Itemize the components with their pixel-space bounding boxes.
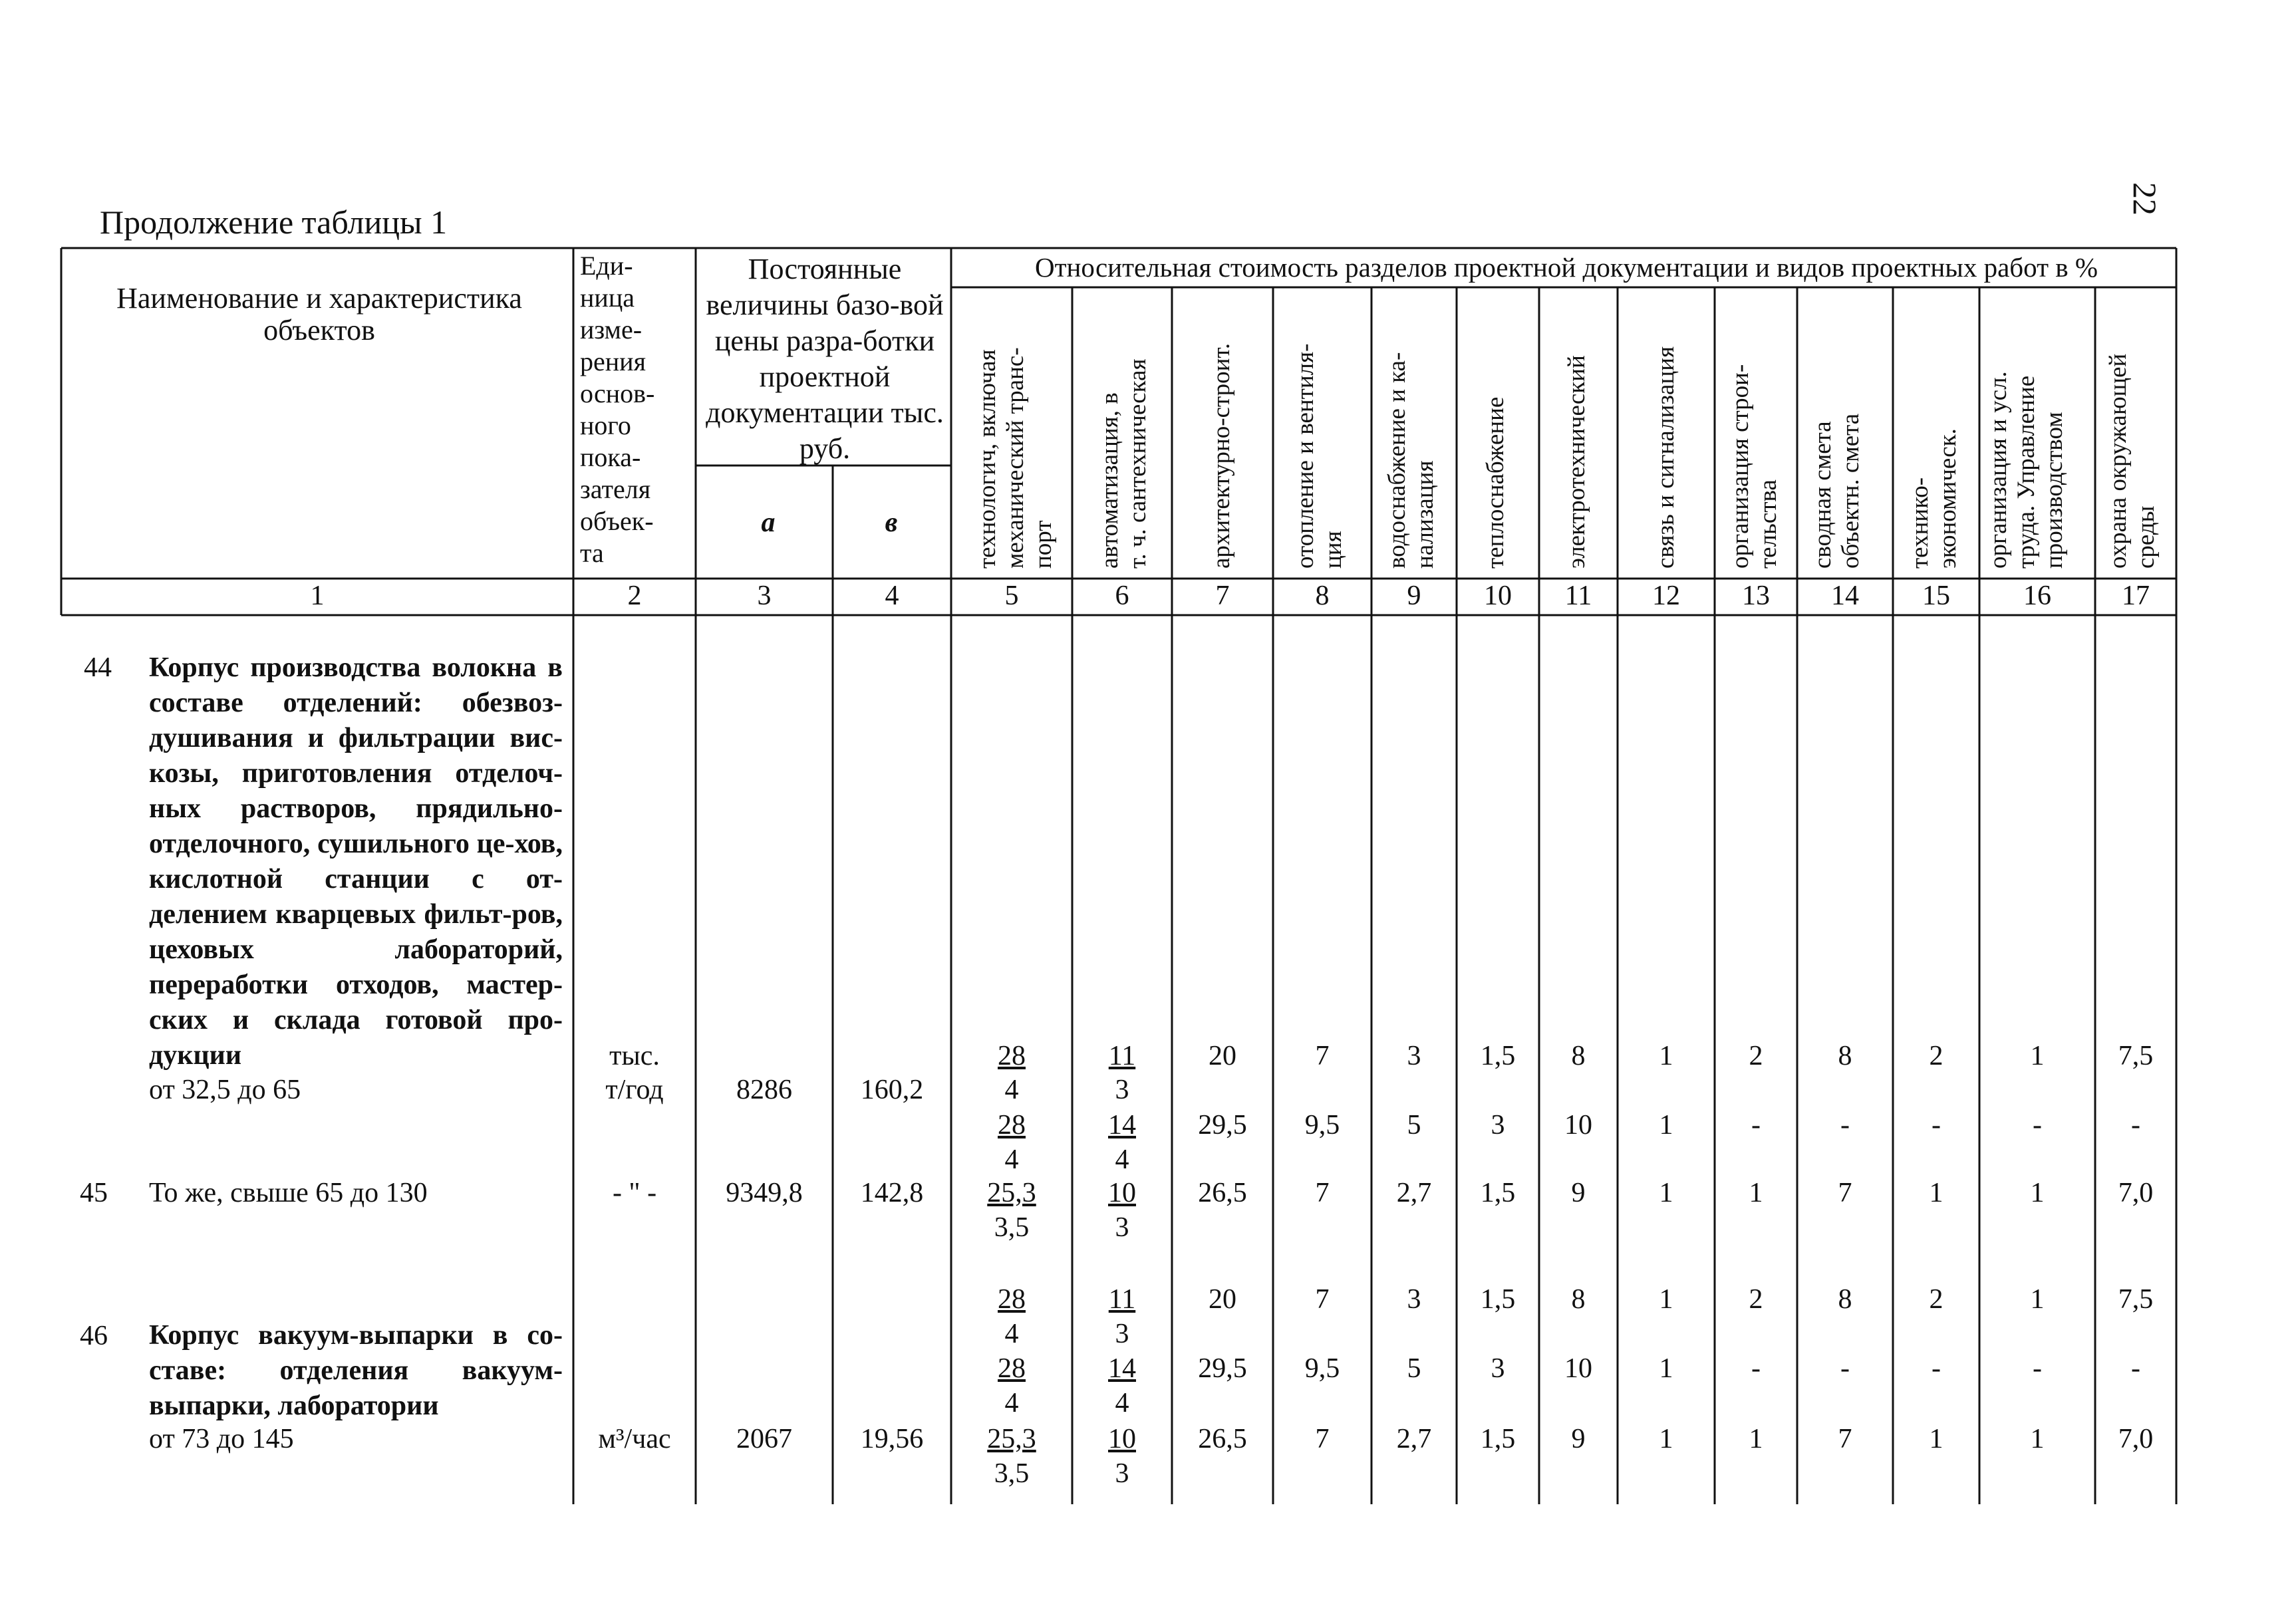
percent-value: 7 [1838, 1178, 1852, 1208]
const-b-value: 19,56 [860, 1424, 924, 1454]
section-header-15: технико- экономическ. [1906, 428, 1961, 569]
col-num: 1 [310, 581, 325, 611]
header-const-b: в [885, 507, 898, 538]
percent-value: 1,5 [1480, 1041, 1516, 1071]
percent-value: 25,3 [987, 1178, 1036, 1208]
percent-value: 1,5 [1480, 1178, 1516, 1208]
percent-value: - [2131, 1353, 2140, 1384]
row-name: То же, свыше 65 до 130 [149, 1178, 428, 1208]
col-num: 15 [1922, 581, 1950, 611]
percent-value: 25,3 [987, 1424, 1036, 1454]
percent-value: 2,7 [1396, 1178, 1432, 1208]
percent-value: 28 [998, 1284, 1026, 1315]
percent-value: 5 [1407, 1353, 1421, 1384]
percent-value: 7 [1315, 1041, 1330, 1071]
percent-value: 7,5 [2118, 1041, 2154, 1071]
percent-subvalue: 3 [1115, 1212, 1129, 1243]
section-header-12: связь и сигнализация [1652, 346, 1679, 569]
percent-value: 1 [2030, 1284, 2045, 1315]
header-relative: Относительная стоимость разделов проектной документации и видов проектных работ в % [1034, 252, 2098, 283]
percent-value: 10 [1564, 1110, 1592, 1140]
col-num: 10 [1484, 581, 1512, 611]
section-header-16: организация и усл. труда. Управление производством [1985, 371, 2068, 569]
percent-value: 1 [1659, 1178, 1673, 1208]
row-range: от 73 до 145 [149, 1424, 294, 1454]
percent-value: 1 [2030, 1041, 2045, 1071]
percent-value: 3 [1491, 1110, 1505, 1140]
percent-value: 1,5 [1480, 1424, 1516, 1454]
percent-value: 5 [1407, 1110, 1421, 1140]
page-number: 22 [2126, 182, 2164, 215]
section-header-13: организация строи- тельства [1727, 364, 1782, 569]
percent-subvalue: 3 [1115, 1458, 1129, 1489]
col-num: 14 [1831, 581, 1859, 611]
percent-value: 3 [1407, 1041, 1421, 1071]
percent-value: 9,5 [1304, 1353, 1340, 1384]
col-num: 17 [2122, 581, 2150, 611]
col-num: 8 [1315, 581, 1330, 611]
percent-value: 1 [1659, 1110, 1673, 1140]
col-num: 11 [1564, 581, 1592, 611]
row-number: 45 [80, 1178, 108, 1208]
row-range: от 32,5 до 65 [149, 1075, 301, 1105]
percent-value: 28 [998, 1353, 1026, 1384]
percent-value: 1 [2030, 1178, 2045, 1208]
row-name: Корпус вакуум-выпарки в со-ставе: отделения вакуум-выпарки, лаборатории [149, 1320, 563, 1421]
header-const-a: а [761, 507, 776, 538]
section-header-6: автоматизация, в т. ч. сантехническая [1096, 358, 1151, 569]
percent-value: - [1932, 1353, 1941, 1384]
percent-value: - [1751, 1110, 1761, 1140]
col-num: 12 [1652, 581, 1680, 611]
percent-value: - [1751, 1353, 1761, 1384]
percent-subvalue: 3,5 [994, 1212, 1030, 1243]
percent-value: 14 [1108, 1110, 1136, 1140]
percent-value: - [1932, 1110, 1941, 1140]
row-number: 44 [84, 652, 112, 683]
percent-value: 7 [1315, 1424, 1330, 1454]
percent-subvalue: 4 [1004, 1388, 1019, 1418]
percent-value: 28 [998, 1041, 1026, 1071]
section-header-9: водоснабжение и ка- нализация [1383, 352, 1439, 569]
percent-value: 9,5 [1304, 1110, 1340, 1140]
percent-value: 1,5 [1480, 1284, 1516, 1315]
header-const-prices: Постоянные величины базо-вой цены разра-ботки проектной документации тыс. руб. [706, 253, 944, 465]
percent-value: - [2033, 1110, 2042, 1140]
const-a-value: 8286 [736, 1075, 792, 1105]
section-header-8: отопление и вентиля- ция [1292, 343, 1347, 569]
unit-value: - " - [612, 1178, 657, 1208]
percent-value: 3 [1407, 1284, 1421, 1315]
percent-value: 2 [1929, 1284, 1943, 1315]
const-a-value: 2067 [736, 1424, 792, 1454]
section-header-14: сводная смета объектн. смета [1809, 413, 1864, 569]
col-num: 13 [1742, 581, 1770, 611]
percent-value: 1 [1659, 1353, 1673, 1384]
unit-value: тыс. [609, 1041, 660, 1071]
col-num: 4 [885, 581, 899, 611]
percent-value: 8 [1838, 1041, 1852, 1071]
percent-subvalue: 4 [1115, 1144, 1129, 1175]
section-header-17: охрана окружающей среды [2104, 353, 2160, 569]
percent-value: 2 [1929, 1041, 1943, 1071]
percent-value: - [1840, 1110, 1850, 1140]
percent-value: 8 [1838, 1284, 1852, 1315]
header-unit: Еди- ница изме- рения основ- ного пока- зателя объек- та [580, 251, 655, 568]
percent-value: 1 [1749, 1178, 1763, 1208]
percent-value: 9 [1571, 1178, 1586, 1208]
section-header-10: теплоснабжение [1482, 396, 1509, 569]
percent-value: 28 [998, 1110, 1026, 1140]
percent-subvalue: 4 [1115, 1388, 1129, 1418]
percent-subvalue: 4 [1004, 1319, 1019, 1349]
percent-value: 20 [1209, 1041, 1236, 1071]
percent-value: 1 [1659, 1424, 1673, 1454]
col-num: 2 [627, 581, 642, 611]
percent-value: 8 [1571, 1041, 1586, 1071]
percent-value: 8 [1571, 1284, 1586, 1315]
percent-value: - [2033, 1353, 2042, 1384]
section-header-7: архитектурно-строит. [1208, 342, 1235, 569]
col-num: 16 [2023, 581, 2051, 611]
col-num: 5 [1004, 581, 1019, 611]
table-caption: Продолжение таблицы 1 [100, 203, 448, 241]
row-name: Корпус производства волокна в составе отделений: обезвоз-душивания и фильтрации вис-козы, приготовления отделоч-ных растворов, прядильно-отделочного, сушильного це-хов, кислотной станции с от-делением кварцевых фильт-ров, цеховых лабораторий, переработки отходов, мастер-ских и склада готовой про-дукции [149, 652, 563, 1071]
percent-value: 2 [1749, 1284, 1763, 1315]
percent-value: 29,5 [1198, 1353, 1247, 1384]
percent-value: 29,5 [1198, 1110, 1247, 1140]
percent-value: 7,0 [2118, 1178, 2154, 1208]
percent-value: 7,5 [2118, 1284, 2154, 1315]
percent-subvalue: 4 [1004, 1075, 1019, 1105]
percent-value: - [2131, 1110, 2140, 1140]
percent-value: 1 [2030, 1424, 2045, 1454]
percent-value: 7,0 [2118, 1424, 2154, 1454]
percent-subvalue: 3 [1115, 1075, 1129, 1105]
percent-value: 1 [1659, 1284, 1673, 1315]
percent-value: 10 [1108, 1424, 1136, 1454]
section-header-5: технологич, включая механический транс- порт [974, 347, 1057, 569]
percent-value: 26,5 [1198, 1424, 1247, 1454]
percent-value: 7 [1838, 1424, 1852, 1454]
col-num: 9 [1407, 581, 1421, 611]
percent-value: 26,5 [1198, 1178, 1247, 1208]
percent-value: 1 [1929, 1178, 1943, 1208]
percent-value: 9 [1571, 1424, 1586, 1454]
percent-value: 11 [1108, 1041, 1136, 1071]
percent-value: 7 [1315, 1284, 1330, 1315]
percent-value: 20 [1209, 1284, 1236, 1315]
unit-value: м³/час [598, 1424, 671, 1454]
const-a-value: 9349,8 [726, 1178, 803, 1208]
percent-value: 1 [1749, 1424, 1763, 1454]
percent-subvalue: 3 [1115, 1319, 1129, 1349]
percent-value: 14 [1108, 1353, 1136, 1384]
percent-value: - [1840, 1353, 1850, 1384]
percent-subvalue: 4 [1004, 1144, 1019, 1175]
percent-value: 2,7 [1396, 1424, 1432, 1454]
header-name: Наименование и характеристика объектов [116, 282, 522, 346]
col-num: 3 [757, 581, 772, 611]
percent-value: 10 [1564, 1353, 1592, 1384]
section-header-11: электротехнический [1563, 355, 1590, 569]
percent-value: 1 [1929, 1424, 1943, 1454]
percent-value: 2 [1749, 1041, 1763, 1071]
col-num: 6 [1115, 581, 1129, 611]
percent-subvalue: 3,5 [994, 1458, 1030, 1489]
const-b-value: 160,2 [860, 1075, 924, 1105]
percent-value: 7 [1315, 1178, 1330, 1208]
row-number: 46 [80, 1321, 108, 1351]
percent-value: 11 [1108, 1284, 1136, 1315]
percent-value: 3 [1491, 1353, 1505, 1384]
col-num: 7 [1215, 581, 1230, 611]
const-b-value: 142,8 [860, 1178, 924, 1208]
percent-value: 10 [1108, 1178, 1136, 1208]
unit-value: т/год [605, 1075, 664, 1105]
percent-value: 1 [1659, 1041, 1673, 1071]
